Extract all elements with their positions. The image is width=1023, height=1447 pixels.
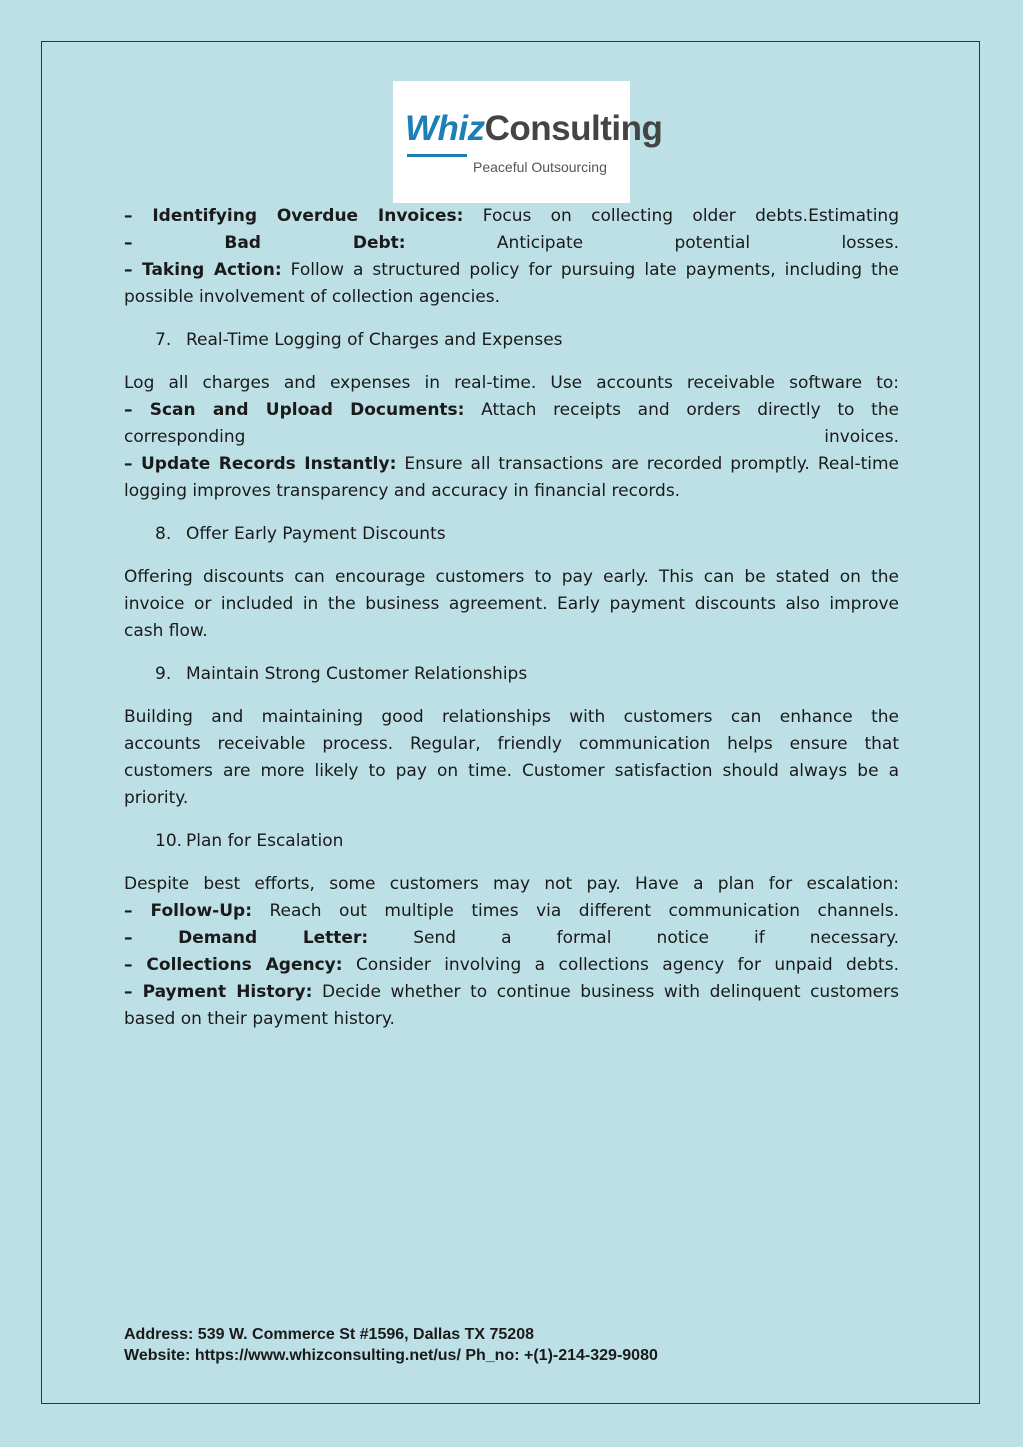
- list-item: – Bad Debt: Anticipate potential losses.: [124, 233, 900, 253]
- company-logo: [393, 81, 663, 203]
- logo-underline: [407, 154, 467, 157]
- list-item: – Collections Agency: Consider involving a collections agency for unpaid debts.: [124, 955, 899, 975]
- list-item-continued: possible involvement of collection agencies.: [124, 287, 501, 307]
- paragraph-line: Log all charges and expenses in real-time. Use accounts receivable software to:: [124, 373, 899, 393]
- page-footer: [124, 1324, 658, 1366]
- list-item: – Follow-Up: Reach out multiple times via different communication channels.: [124, 901, 900, 921]
- section-heading-10: 10. Plan for Escalation: [155, 831, 344, 851]
- section-6-list: [124, 203, 899, 311]
- list-item: – Demand Letter: Send a formal notice if necessary.: [124, 928, 900, 948]
- section-9-body: [124, 704, 899, 812]
- list-item-continued: corresponding invoices.: [124, 427, 899, 447]
- section-heading-7: 7. Real-Time Logging of Charges and Expenses: [155, 330, 563, 350]
- section-10-body: [124, 871, 899, 1033]
- list-item-continued: logging improves transparency and accuracy in financial records.: [124, 481, 681, 501]
- paragraph-line: Building and maintaining good relationships with customers can enhance the: [124, 707, 899, 727]
- paragraph-line: Despite best efforts, some customers may not pay. Have a plan for escalation:: [124, 874, 899, 894]
- logo-tagline: Peaceful Outsourcing: [473, 159, 607, 175]
- paragraph-line: Offering discounts can encourage customers to pay early. This can be stated on the: [124, 567, 899, 587]
- logo-wordmark: WhizConsulting: [405, 109, 663, 148]
- section-8-body: [124, 564, 899, 645]
- paragraph-line: cash flow.: [124, 621, 208, 641]
- list-item: – Scan and Upload Documents: Attach receipts and orders directly to the: [124, 400, 899, 420]
- list-item: – Update Records Instantly: Ensure all transactions are recorded promptly. Real-time: [124, 454, 900, 474]
- paragraph-line: priority.: [124, 788, 189, 808]
- paragraph-line: accounts receivable process. Regular, friendly communication helps ensure that: [124, 734, 899, 754]
- section-heading-8: 8. Offer Early Payment Discounts: [155, 524, 446, 544]
- list-item: – Payment History: Decide whether to continue business with delinquent customers: [124, 982, 899, 1002]
- section-heading-9: 9. Maintain Strong Customer Relationships: [155, 664, 528, 684]
- paragraph-line: customers are more likely to pay on time. Customer satisfaction should always be a: [124, 761, 899, 781]
- list-item-continued: based on their payment history.: [124, 1009, 395, 1029]
- list-item: – Identifying Overdue Invoices: Focus on collecting older debts.Estimating: [124, 206, 899, 226]
- footer-website: Website: https://www.whizconsulting.net/us/ Ph_no: +(1)-214-329-9080: [124, 1347, 658, 1364]
- paragraph-line: invoice or included in the business agreement. Early payment discounts also improve: [124, 594, 899, 614]
- document-body: [124, 203, 899, 1033]
- section-7-body: [124, 370, 899, 505]
- list-item: – Taking Action: Follow a structured policy for pursuing late payments, including the: [124, 260, 899, 280]
- footer-address: Address: 539 W. Commerce St #1596, Dallas TX 75208: [124, 1326, 534, 1343]
